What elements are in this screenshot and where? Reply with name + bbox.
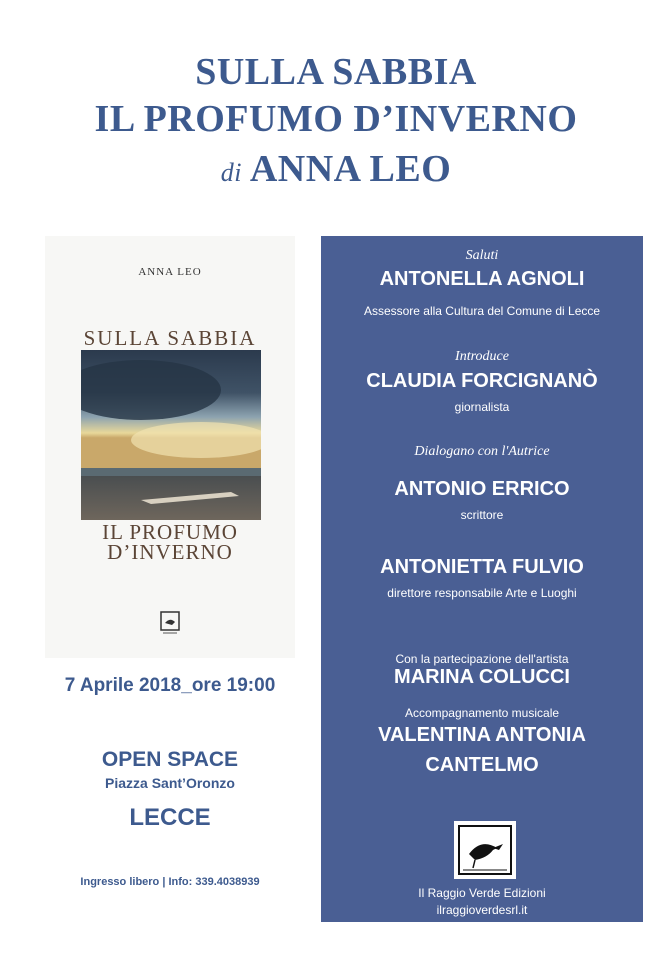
event-city: LECCE: [129, 804, 211, 831]
speaker-2-name: ANTONIETTA FULVIO: [380, 556, 584, 578]
event-entry-info: Ingresso libero | Info: 339.4038939: [80, 876, 260, 888]
music-label: Accompagnamento musicale: [404, 706, 560, 720]
poster-title-line-1: SULLA SABBIA: [195, 51, 477, 93]
artist-name: MARINA COLUCCI: [394, 666, 570, 688]
speakers-panel: [321, 236, 643, 922]
artist-label: Con la partecipazione dell'artista: [395, 652, 569, 666]
event-date: 7 Aprile 2018_ore 19:00: [64, 675, 276, 696]
publisher-name: Il Raggio Verde Edizioni: [418, 886, 546, 900]
intro-role: Introduce: [455, 349, 509, 364]
author-name: ANNA LEO: [249, 148, 452, 190]
greet-name: ANTONELLA AGNOLI: [379, 268, 585, 290]
cover-title-mid: IL PROFUMO: [102, 520, 238, 544]
cover-title-bottom: D’INVERNO: [107, 540, 233, 564]
publisher-logo-icon: [453, 820, 517, 880]
speaker-2-desc: direttore responsabile Arte e Luoghi: [387, 586, 577, 600]
cover-publisher-logo-icon: [160, 611, 180, 637]
cover-author: ANNA LEO: [138, 266, 202, 278]
musician-name-line-1: VALENTINA ANTONIA: [378, 724, 586, 746]
speaker-1-name: ANTONIO ERRICO: [394, 478, 570, 500]
intro-name: CLAUDIA FORCIGNANÒ: [366, 370, 598, 392]
musician-name-line-2: CANTELMO: [425, 754, 539, 776]
dialog-role: Dialogano con l'Autrice: [414, 444, 550, 459]
greet-role: Saluti: [465, 248, 499, 263]
intro-desc: giornalista: [454, 400, 510, 414]
greet-desc: Assessore alla Cultura del Comune di Lecce: [363, 304, 601, 318]
poster-title-line-2: IL PROFUMO D’INVERNO: [94, 98, 578, 140]
publisher-website: ilraggioverdesrl.it: [436, 903, 528, 917]
cover-title-top: SULLA SABBIA: [83, 326, 257, 350]
poster-author-line: [0, 147, 672, 191]
event-square: Piazza Sant’Oronzo: [105, 775, 235, 791]
event-venue: OPEN SPACE: [101, 748, 239, 771]
di-word: di: [220, 158, 242, 187]
book-cover: [45, 236, 295, 658]
cover-beach-photo: [81, 350, 261, 520]
speaker-1-desc: scrittore: [460, 508, 504, 522]
